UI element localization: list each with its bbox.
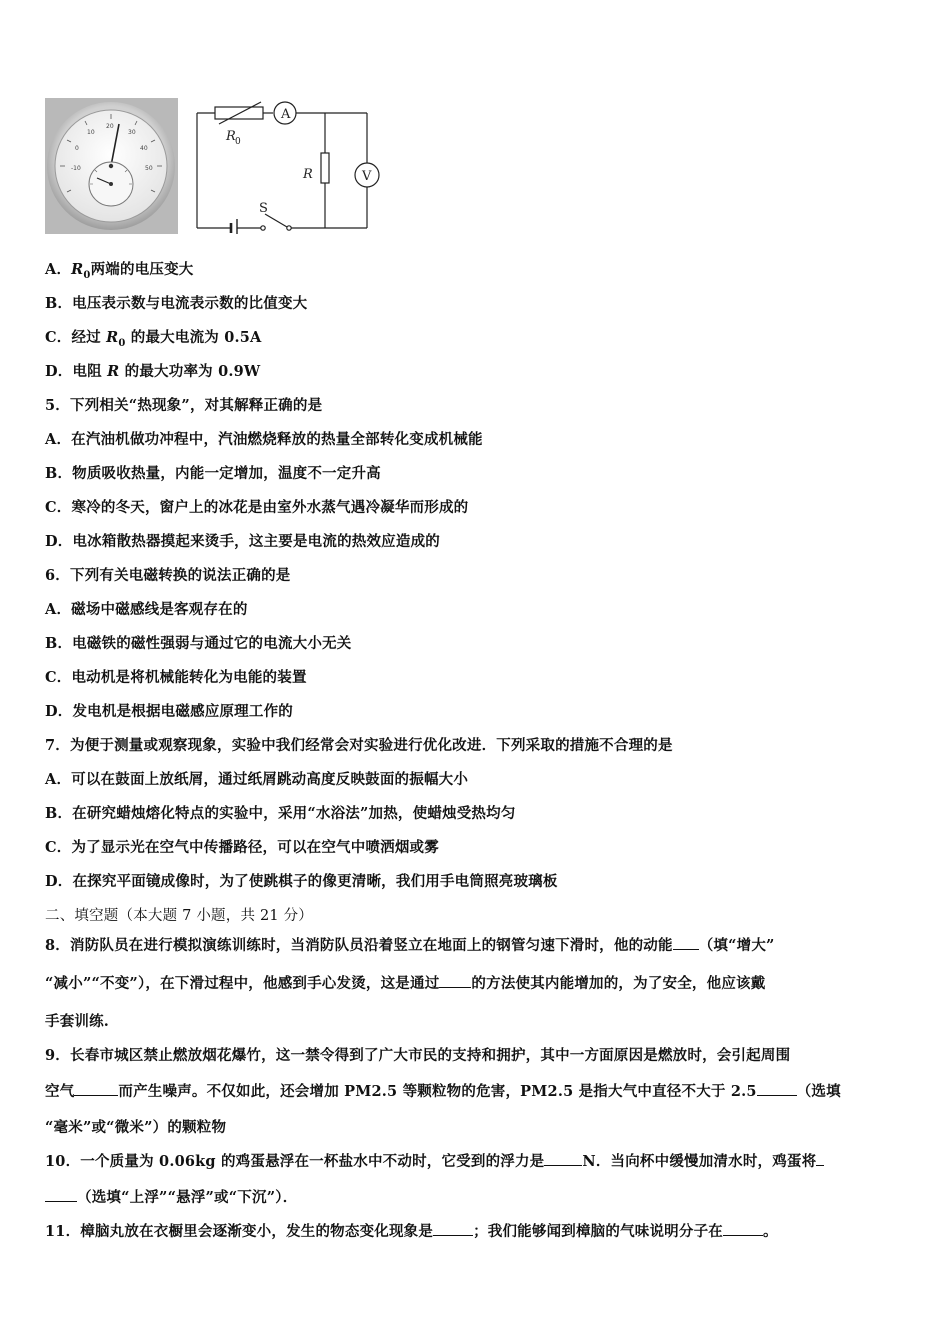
voltmeter-label: V bbox=[362, 169, 372, 184]
q4-option-d: D．电阻 R 的最大功率为 0.9W bbox=[45, 363, 261, 380]
svg-text:40: 40 bbox=[140, 145, 148, 152]
q8-line-2: “减小”“不变”），在下滑过程中，他感到手心发烫，这是通过 的方法使其内能增加的，为了安全，他应该戴 bbox=[45, 975, 766, 992]
q6-option-d: D．发电机是根据电磁感应原理工作的 bbox=[45, 703, 293, 720]
q10-blank-1[interactable] bbox=[544, 1151, 582, 1166]
r0-label: R bbox=[226, 129, 236, 144]
q5-option-c: C．寒冷的冬天，窗户上的冰花是由室外水蒸气遇冷凝华而形成的 bbox=[45, 499, 469, 516]
q8-line-1: 8．消防队员在进行模拟演练训练时，当消防队员沿着竖立在地面上的钢管匀速下滑时，他的动能 （填“增大” bbox=[45, 937, 775, 954]
q7-option-a: A．可以在鼓面上放纸屑，通过纸屑跳动高度反映鼓面的振幅大小 bbox=[45, 771, 469, 788]
q7-option-d: D．在探究平面镜成像时，为了使跳棋子的像更清晰，我们用手电筒照亮玻璃板 bbox=[45, 873, 558, 890]
q10-line-1: 10．一个质量为 0.06kg 的鸡蛋悬浮在一杯盐水中不动时，它受到的浮力是 N．当向杯中缓慢加清水时，鸡蛋将 bbox=[45, 1150, 824, 1171]
svg-text:50: 50 bbox=[145, 165, 153, 172]
q6-option-b: B．电磁铁的磁性强弱与通过它的电流大小无关 bbox=[45, 635, 352, 652]
figure-area bbox=[45, 98, 385, 238]
ammeter-label: A bbox=[281, 107, 291, 122]
q5-option-b: B．物质吸收热量，内能一定增加，温度不一定升高 bbox=[45, 465, 381, 482]
q4-option-a: A．$R_0$两端的电压变大 bbox=[45, 261, 194, 281]
q4-option-c: C．经过 $R_0$ 的最大电流为 0.5A bbox=[45, 329, 262, 349]
q7-stem: 7．为便于测量或观察现象，实验中我们经常会对实验进行优化改进．下列采取的措施不合理的是 bbox=[45, 737, 673, 754]
q10-blank-2-start[interactable] bbox=[816, 1151, 824, 1166]
q11-blank-1[interactable] bbox=[433, 1221, 473, 1236]
q9-line-3: “毫米”或“微米”）的颗粒物 bbox=[45, 1119, 227, 1136]
q7-option-b: B．在研究蜡烛熔化特点的实验中，采用“水浴法”加热，使蜡烛受热均匀 bbox=[45, 805, 516, 822]
q9-blank-1[interactable] bbox=[74, 1081, 118, 1096]
q9-blank-2[interactable] bbox=[757, 1081, 797, 1096]
q8-blank-1[interactable] bbox=[673, 935, 699, 950]
q10-line-2: （选填“上浮”“悬浮”或“下沉”）． bbox=[45, 1186, 297, 1207]
q6-stem: 6．下列有关电磁转换的说法正确的是 bbox=[45, 567, 291, 584]
r0-subscript: 0 bbox=[235, 137, 241, 147]
q11-blank-2[interactable] bbox=[723, 1221, 763, 1236]
q6-option-a: A．磁场中磁感线是客观存在的 bbox=[45, 601, 248, 618]
svg-text:-10: -10 bbox=[71, 165, 81, 172]
svg-text:10: 10 bbox=[87, 129, 95, 136]
svg-text:0: 0 bbox=[75, 145, 79, 152]
switch-label: S bbox=[259, 201, 268, 216]
q9-line-2: 空气 而产生噪声。不仅如此，还会增加 PM2.5 等颗粒物的危害，PM2.5 是指大气中直径不大于 2.5 （选填 bbox=[45, 1083, 841, 1100]
r-label: R bbox=[303, 167, 313, 182]
hygrometer-image bbox=[45, 98, 178, 234]
q10-blank-2[interactable] bbox=[45, 1187, 77, 1202]
svg-text:20: 20 bbox=[106, 123, 114, 130]
q6-option-c: C．电动机是将机械能转化为电能的装置 bbox=[45, 669, 307, 686]
section-2-title: 二、填空题（本大题 7 小题，共 21 分） bbox=[45, 908, 314, 924]
q11-line-1: 11．樟脑丸放在衣橱里会逐渐变小，发生的物态变化现象是 ；我们能够闻到樟脑的气味说明分子在 。 bbox=[45, 1223, 778, 1240]
q4-option-b: B．电压表示数与电流表示数的比值变大 bbox=[45, 295, 308, 312]
q7-option-c: C．为了显示光在空气中传播路径，可以在空气中喷洒烟或雾 bbox=[45, 839, 439, 856]
q5-option-d: D．电冰箱散热器摸起来烫手，这主要是电流的热效应造成的 bbox=[45, 533, 440, 550]
circuit-diagram bbox=[193, 100, 383, 234]
q5-stem: 5．下列相关“热现象”，对其解释正确的是 bbox=[45, 397, 323, 414]
q8-blank-2[interactable] bbox=[439, 973, 471, 988]
q8-line-3: 手套训练. bbox=[45, 1013, 110, 1030]
q5-option-a: A．在汽油机做功冲程中，汽油燃烧释放的热量全部转化变成机械能 bbox=[45, 431, 483, 448]
svg-text:30: 30 bbox=[128, 129, 136, 136]
q9-line-1: 9．长春市城区禁止燃放烟花爆竹，这一禁令得到了广大市民的支持和拥护，其中一方面原因是燃放时，会引起周围 bbox=[45, 1047, 791, 1064]
